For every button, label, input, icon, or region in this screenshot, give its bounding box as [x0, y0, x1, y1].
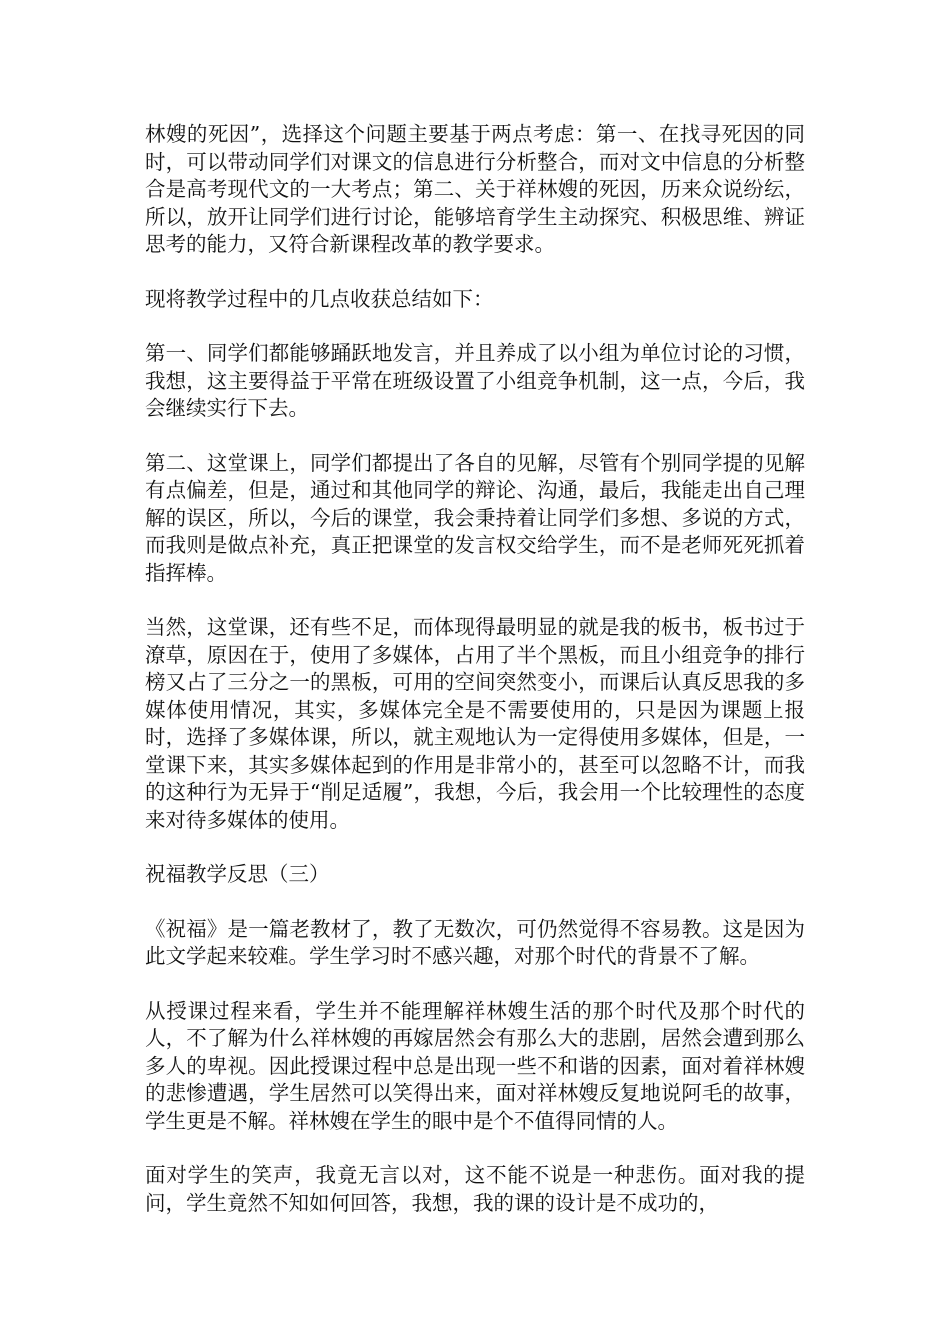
paragraph-teaching-process: 从授课过程来看，学生并不能理解祥林嫂生活的那个时代及那个时代的人，不了解为什么祥林嫂的再嫁居然会有那么大的悲剧，居然会遭到那么多人的卑视。因此授课过程中总是出现一些不和谐的因素，面对着祥林嫂的悲惨遭遇，学生居然可以笑得出来，面对祥林嫂反复地说阿毛的故事，学生更是不解。祥林嫂在学生的眼中是个不值得同情的人。: [145, 998, 805, 1133]
paragraph-gain-two: 第二、这堂课上，同学们都提出了各自的见解，尽管有个别同学提的见解有点偏差，但是，通过和其他同学的辩论、沟通，最后，我能走出自己理解的误区，所以，今后的课堂，我会秉持着让同学们多想、多说的方式，而我则是做点补充，真正把课堂的发言权交给学生，而不是老师死死抓着指挥棒。: [145, 450, 805, 585]
section-heading: 祝福教学反思（三）: [145, 862, 330, 886]
paragraph-summary-intro: 现将教学过程中的几点收获总结如下：: [145, 286, 494, 311]
paragraph-student-laughter: 面对学生的笑声，我竟无言以对，这不能不说是一种悲伤。面对我的提问，学生竟然不知如何回答，我想，我的课的设计是不成功的，: [145, 1163, 805, 1215]
paragraph-gain-one: 第一、同学们都能够踊跃地发言，并且养成了以小组为单位讨论的习惯，我想，这主要得益于平常在班级设置了小组竞争机制，这一点，今后，我会继续实行下去。: [145, 341, 805, 420]
paragraph-death-cause-discussion: 林嫂的死因”，选择这个问题主要基于两点考虑：第一、在找寻死因的同时，可以带动同学们对课文的信息进行分析整合，而对文中信息的分析整合是高考现代文的一大考点；第二、关于祥林嫂的死因，历来众说纷纭，所以，放开让同学们进行讨论，能够培育学生主动探究、积极思维、辨证思考的能力，又符合新课程改革的教学要求。: [145, 122, 805, 256]
paragraph-old-material: 《祝福》是一篇老教材了，教了无数次，可仍然觉得不容易教。这是因为此文学起来较难。学生学习时不感兴趣，对那个时代的背景不了解。: [145, 916, 805, 968]
paragraph-shortcomings: 当然，这堂课，还有些不足，而体现得最明显的就是我的板书，板书过于潦草，原因在于，使用了多媒体，占用了半个黑板，而且小组竞争的排行榜又占了三分之一的黑板，可用的空间突然变小，而课后认真反思我的多媒体使用情况，其实，多媒体完全是不需要使用的，只是因为课题上报时，选择了多媒体课，所以，就主观地认为一定得使用多媒体，但是，一堂课下来，其实多媒体起到的作用是非常小的，甚至可以忽略不计，而我的这种行为无异于“削足适履”，我想，今后，我会用一个比较理性的态度来对待多媒体的使用。: [145, 615, 805, 832]
document-body: [145, 121, 805, 1244]
